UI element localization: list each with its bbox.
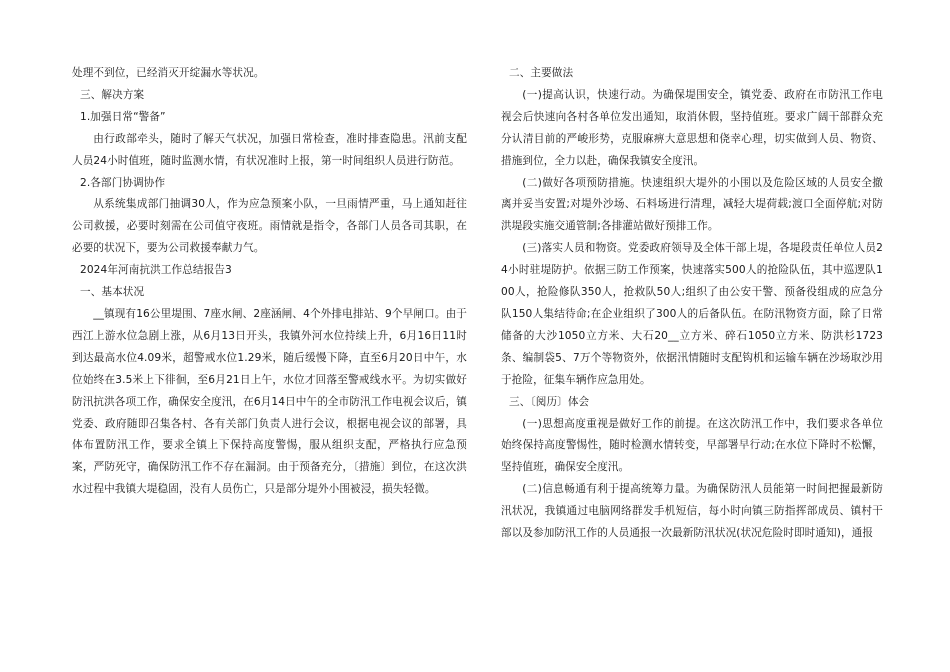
paragraph-high-attention: (一)思想高度重视是做好工作的前提。在这次防汛工作中，我们要求各单位始终保持高度警惕性，随时检测水情转变，早部署早行动;在水位下降时不松懈，坚持值班，确保安全度汛。 [501, 417, 883, 474]
left-column [72, 63, 467, 501]
paragraph-prevention-measures: (二)做好各项预防措施。快速组织大堤外的小围以及危险区域的人员安全撤离并妥当安置;对堤外沙场、石料场进行清理，减轻大堤荷载;渡口全面停航;对防洪堤段实施交通管制;各排灌站做好预排工作。 [501, 176, 883, 233]
paragraph-department-cooperation: 从系统集成部门抽调30人，作为应急预案小队，一旦雨情严重，马上通知赶往公司救援，必要时刻需在公司值守夜班。雨情就是指令，各部门人员各司其职，在必要的状况下，要为公司救援奉献力气。 [72, 198, 467, 255]
paragraph-personnel-materials: (三)落实人员和物资。党委政府领导及全体干部上堤，各堤段责任单位人员24小时驻堤防护。依据三防工作预案，快速落实500人的抢险队伍，其中巡逻队100人，抢险修队350人，抢救队50人;组织了由公安干警、预备役组成的应急分队150人集结待命;在企业组织了300人的后备队伍。在防汛物资方面，除了日常储备的大沙1050立方米、大石20__立方米、碎石1050立方米、防洪杉1723条、编制袋5、7万个等物资外，依据汛情随时支配钩机和运输车辆在沙场取沙用于抢险，征集车辆作应急用处。 [501, 242, 883, 386]
right-column [501, 63, 883, 545]
paragraph-rapid-action: (一)提高认识，快速行动。为确保堤围安全，镇党委、政府在市防汛工作电视会后快速向各村各单位发出通知，取消休假，坚持值班。要求广阔干部群众充分认清目前的严峻形势，克服麻痹大意思想和侥幸心理，切实做到人员、物资、措施到位，全力以赴，确保我镇安全度汛。 [501, 88, 883, 167]
report-title: 2024年河南抗洪工作总结报告3 [80, 264, 232, 277]
section-heading-main-practices: 二、主要做法 [509, 67, 574, 79]
paragraph-daily-alert: 由行政部牵头，随时了解天气状况，加强日常检查，准时排查隐患。汛前支配人员24小时值班，随时监测水情，有状况准时上报，第一时间组织人员进行防范。 [72, 132, 467, 167]
paragraph-continuation: 处理不到位，已经消灭开绽漏水等状况。 [72, 67, 265, 79]
subheading-daily-alert: 1.加强日常“警备” [80, 110, 166, 123]
section-heading-basic-situation: 一、基本状况 [80, 286, 145, 299]
section-heading-solution: 三、解决方案 [80, 88, 145, 101]
subheading-department-cooperation: 2.各部门协调协作 [80, 176, 166, 189]
section-heading-experience: 三、〔阅历〕体会 [509, 395, 590, 408]
paragraph-basic-situation: __镇现有16公里堤围、7座水闸、2座涵闸、4个外排电排站、9个早闸口。由于西江上游水位急剧上涨，从6月13日开头，我镇外河水位持续上升，6月16日11时到达最高水位4.09米，超警戒水位1.29米，随后缓慢下降，直至6月20日中午，水位始终在3.5米上下徘徊，至6月21日上午，水位才回落至警戒线水平。为切实做好防汛抗洪各项工作，确保安全度汛，在6月14日中午的全市防汛工作电视会议后，镇党委、政府随即召集各村、各有关部门负责人进行会议，根据电视会议的部署，具体布置防汛工作，要求全镇上下保持高度警惕，服从组织支配，严格执行应急预案，严防死守，确保防汛工作不存在漏洞。由于预备充分，〔措施〕到位，在这次洪水过程中我镇大堤稳固，没有人员伤亡，只是部分堤外小围被浸，损失轻微。 [72, 307, 467, 496]
paragraph-information-flow: (二)信息畅通有利于提高统筹力量。为确保防汛人员能第一时间把握最新防汛状况，我镇通过电脑网络群发手机短信，每小时向镇三防指挥部成员、镇村干部以及参加防汛工作的人员通报一次最新防汛状况(状况危险时即时通知)，通报 [501, 483, 883, 540]
